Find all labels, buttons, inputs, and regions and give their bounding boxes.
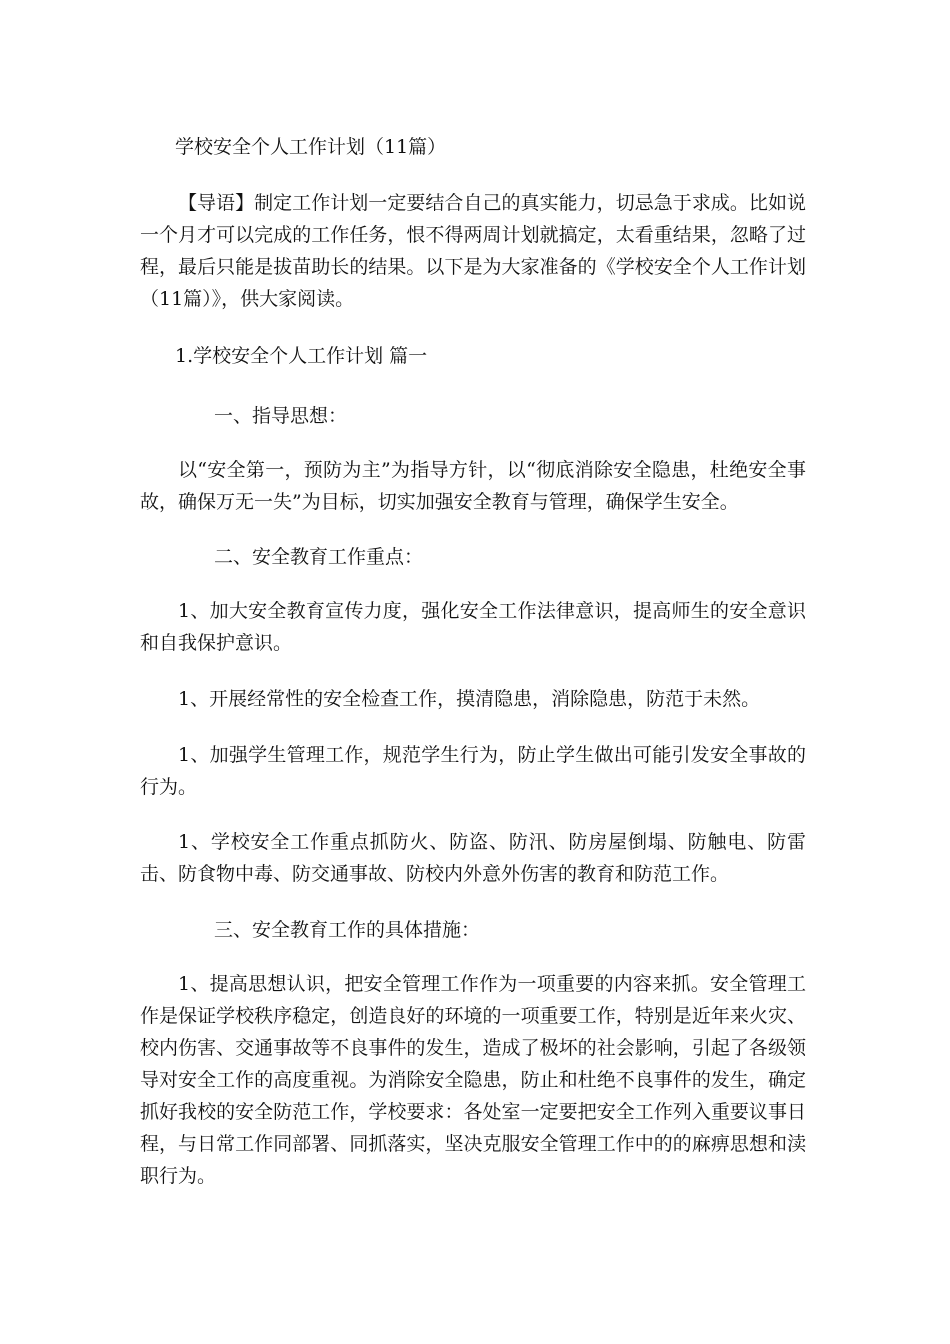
focus-item-3: 1、加强学生管理工作，规范学生行为，防止学生做出可能引发安全事故的行为。 <box>140 744 806 798</box>
section-title: 1.学校安全个人工作计划 篇一 <box>175 345 428 367</box>
heading-guiding-thought: 一、指导思想： <box>214 405 348 427</box>
intro-paragraph: 【导语】制定工作计划一定要结合自己的真实能力，切忌急于求成。比如说一个月才可以完成的工作任务，恨不得两周计划就搞定，太看重结果，忽略了过程，最后只能是拔苗助长的结果。以下是为大家准备的《学校安全个人工作计划（11篇）》，供大家阅读。 <box>140 192 806 310</box>
focus-item-1: 1、加大安全教育宣传力度，强化安全工作法律意识，提高师生的安全意识和自我保护意识。 <box>140 600 806 654</box>
measure-item-1: 1、提高思想认识，把安全管理工作作为一项重要的内容来抓。安全管理工作是保证学校秩序稳定，创造良好的环境的一项重要工作，特别是近年来火灾、校内伤害、交通事故等不良事件的发生，造成了极坏的社会影响，引起了各级领导对安全工作的高度重视。为消除安全隐患，防止和杜绝不良事件的发生，确定抓好我校的安全防范工作，学校要求：各处室一定要把安全工作列入重要议事日程，与日常工作同部署、同抓落实，坚决克服安全管理工作中的的麻痹思想和渎职行为。 <box>140 973 806 1187</box>
heading-education-focus: 二、安全教育工作重点： <box>214 546 424 568</box>
guiding-thought-paragraph: 以“安全第一，预防为主”为指导方针，以“彻底消除安全隐患，杜绝安全事故，确保万无一失”为目标，切实加强安全教育与管理，确保学生安全。 <box>140 459 806 513</box>
document-title: 学校安全个人工作计划（11篇） <box>175 136 447 158</box>
heading-specific-measures: 三、安全教育工作的具体措施： <box>214 919 481 941</box>
focus-item-2: 1、开展经常性的安全检查工作，摸清隐患，消除隐患，防范于未然。 <box>178 688 761 710</box>
focus-item-4: 1、学校安全工作重点抓防火、防盗、防汛、防房屋倒塌、防触电、防雷击、防食物中毒、防交通事故、防校内外意外伤害的教育和防范工作。 <box>140 831 806 885</box>
